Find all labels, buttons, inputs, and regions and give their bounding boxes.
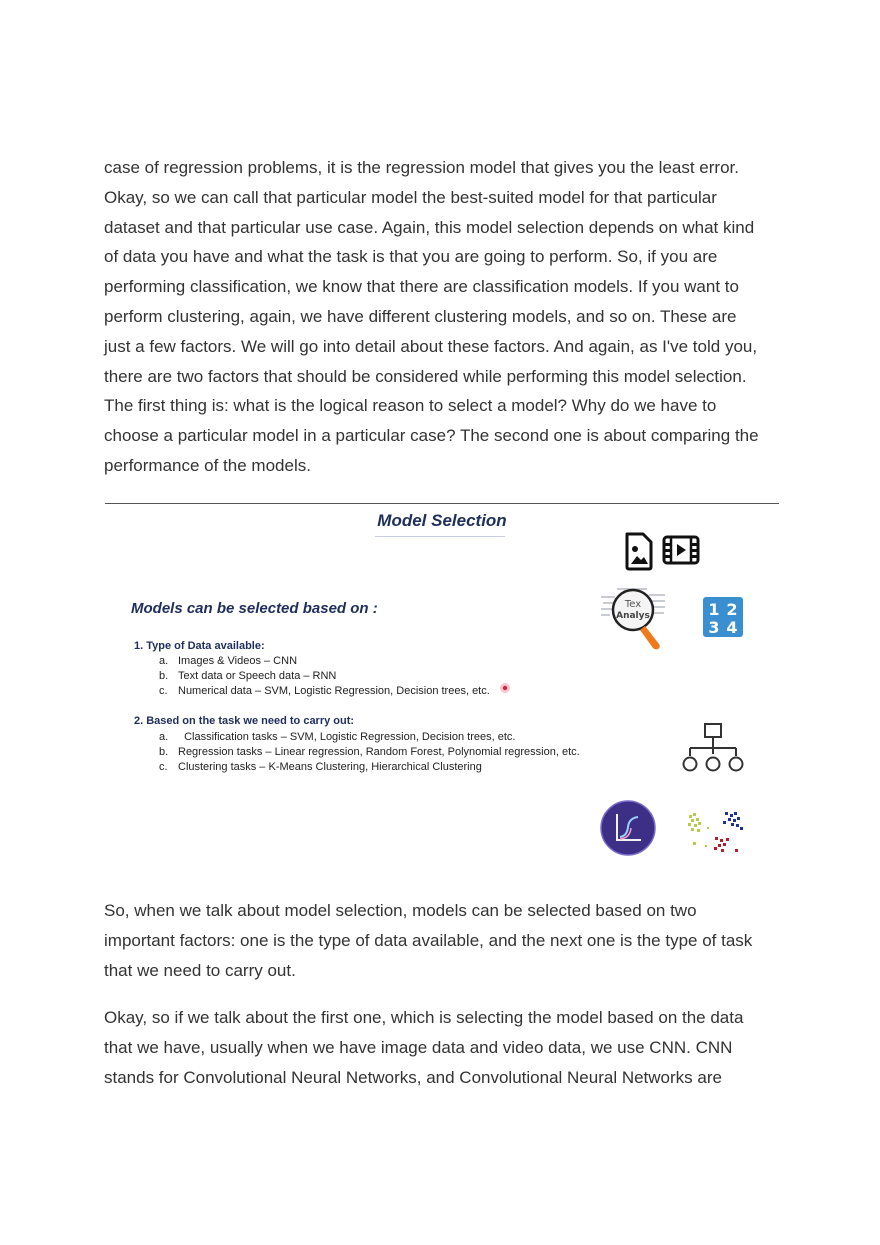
slide-subtitle: Models can be selected based on :: [131, 600, 378, 617]
regression-curve-icon: [600, 800, 656, 856]
magnifier-text-2: Analys: [616, 611, 650, 621]
text-line: just a few factors. We will go into detail about these factors. And again, as I've told you,: [104, 336, 758, 356]
magnifier-text-1: Tex: [624, 599, 642, 610]
text-line: Okay, so if we talk about the first one, which is selecting the model based on the data: [104, 1008, 744, 1027]
text-line: choose a particular model in a particular case? The second one is about comparing the: [104, 426, 759, 446]
slide-figure: [105, 504, 779, 876]
list-marker: b.: [159, 670, 169, 682]
numbers-icon: [703, 597, 743, 637]
paragraph-data-based-selection: [104, 1003, 784, 1092]
paragraph-model-selection-factors: [104, 896, 784, 985]
text-line: performance of the models.: [104, 455, 311, 475]
text-line: performing classification, we know that there are classification models. If you want to: [104, 277, 739, 297]
list-marker: b.: [159, 746, 169, 758]
list-item-text: Images & Videos – CNN: [178, 655, 298, 667]
list-marker: a.: [159, 655, 169, 667]
list-item: [159, 670, 336, 682]
paragraph-intro: [104, 153, 784, 481]
hierarchy-tree-icon: [680, 722, 746, 774]
text-line: that we have, usually when we have image data and video data, we use CNN. CNN: [104, 1037, 733, 1057]
text-line: Okay, so we can call that particular model the best-suited model for that particular: [104, 187, 717, 207]
list-item-text: Numerical data – SVM, Logistic Regression, Decision trees, etc.: [178, 685, 490, 697]
cursor-dot-icon: [499, 682, 511, 694]
list-item: [159, 731, 515, 743]
text-line: So, when we talk about model selection, models can be selected based on two: [104, 901, 697, 920]
list-marker: c.: [159, 685, 168, 697]
list-marker: a.: [159, 731, 169, 743]
section-heading-data-type: 1. Type of Data available:: [134, 640, 265, 652]
list-item: [159, 746, 580, 758]
text-line: there are two factors that should be considered while performing this model selection.: [104, 366, 747, 386]
section-heading-task: 2. Based on the task we need to carry out:: [134, 715, 355, 727]
digit: 4: [726, 618, 738, 637]
list-item: [159, 761, 482, 773]
digit: 2: [726, 600, 738, 619]
text-line: important factors: one is the type of data available, and the next one is the type of task: [104, 930, 753, 950]
text-line: perform clustering, again, we have different clustering models, and so on. These are: [104, 306, 737, 326]
text-analysis-magnifier-icon: [599, 586, 671, 656]
image-file-icon: [623, 531, 655, 571]
list-item-text: Clustering tasks – K-Means Clustering, Hierarchical Clustering: [178, 761, 482, 773]
cluster-scatter-icon: [685, 809, 747, 855]
text-line: The first thing is: what is the logical reason to select a model? Why do we have to: [104, 396, 717, 416]
list-marker: c.: [159, 761, 168, 773]
list-item: [159, 685, 490, 697]
text-line: stands for Convolutional Neural Networks, and Convolutional Neural Networks are: [104, 1067, 722, 1087]
text-line: dataset and that particular use case. Again, this model selection depends on what kind: [104, 217, 755, 237]
list-item: [159, 655, 297, 667]
slide-title: Model Selection: [377, 511, 507, 530]
list-item-text: Classification tasks – SVM, Logistic Regression, Decision trees, etc.: [178, 731, 516, 743]
text-line: that we need to carry out.: [104, 960, 296, 980]
list-item-text: Regression tasks – Linear regression, Random Forest, Polynomial regression, etc.: [178, 746, 580, 758]
digit: 1: [708, 600, 720, 619]
video-film-icon: [662, 535, 700, 565]
digit: 3: [708, 618, 720, 637]
text-line: case of regression problems, it is the regression model that gives you the least error.: [104, 158, 739, 177]
title-underline: [375, 536, 505, 537]
list-item-text: Text data or Speech data – RNN: [178, 670, 337, 682]
text-line: of data you have and what the task is that you are going to perform. So, if you are: [104, 247, 718, 267]
